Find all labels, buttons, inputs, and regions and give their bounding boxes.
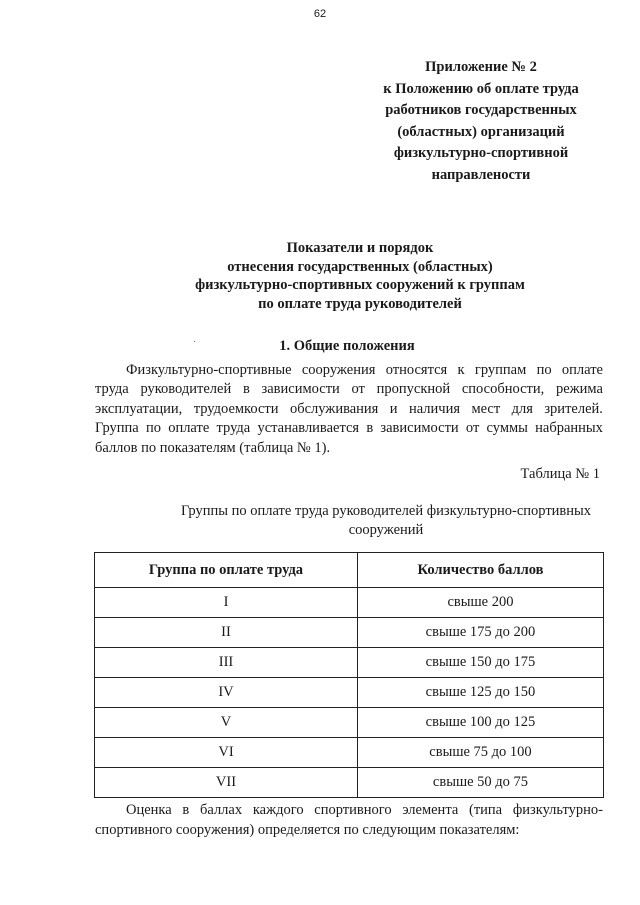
group-cell: V — [95, 708, 358, 738]
table-row — [95, 738, 604, 768]
word: каждого — [252, 802, 304, 818]
column-header-group: Группа по оплате труда — [95, 553, 358, 588]
title-line: физкультурно-спортивных сооружений к группам — [195, 277, 525, 294]
pay-groups-table — [94, 552, 604, 798]
paragraph-evaluation — [95, 800, 603, 840]
table-row — [95, 768, 604, 798]
group-cell: VI — [95, 738, 358, 768]
table-row — [95, 618, 604, 648]
caption-line: Группы по оплате труда руководителей физкультурно-спортивных — [180, 503, 592, 519]
paragraph-line — [95, 419, 603, 438]
word: относятся — [385, 362, 448, 378]
word: физкультурно- — [512, 802, 603, 818]
word: сооружения — [301, 362, 376, 378]
word: баллах — [200, 802, 243, 818]
table-row — [95, 708, 604, 738]
word: спортивного — [314, 802, 392, 818]
group-cell: IV — [95, 678, 358, 708]
group-cell: I — [95, 588, 358, 618]
annex-line: к Положению об оплате труда — [383, 80, 579, 97]
table-header-row — [95, 553, 604, 588]
word: в — [366, 420, 374, 437]
word: трудоемкости — [193, 400, 279, 417]
word: устанавливается — [257, 420, 360, 437]
title-line: Показатели и порядок — [286, 240, 434, 256]
annex-line: Приложение № 2 — [425, 59, 537, 75]
word: труда — [216, 420, 251, 437]
word: наличия — [408, 400, 461, 417]
title-line: по оплате труда руководителей — [258, 295, 462, 312]
word: режима — [555, 381, 603, 398]
table-row — [95, 648, 604, 678]
word: зависимости — [380, 420, 459, 437]
word: по — [145, 420, 161, 437]
group-cell: VII — [95, 768, 358, 798]
word: группам — [474, 362, 527, 378]
paragraph-line — [95, 361, 603, 380]
annex-line: работников государственных — [385, 102, 577, 118]
word: обслуживания — [289, 400, 379, 417]
word: оплате — [168, 420, 210, 437]
paragraph-line: баллов по показателям (таблица № 1). — [95, 439, 331, 456]
group-cell: II — [95, 618, 358, 648]
word: для — [511, 400, 533, 417]
table-row — [95, 678, 604, 708]
word: оплате — [561, 362, 603, 378]
points-cell: свыше 150 до 175 — [358, 648, 604, 678]
table-row — [95, 588, 604, 618]
annex-line: (областных) организаций — [397, 123, 565, 140]
points-cell: свыше 125 до 150 — [358, 678, 604, 708]
word: мест — [471, 400, 501, 417]
word: эксплуатации, — [95, 400, 183, 417]
points-cell: свыше 175 до 200 — [358, 618, 604, 648]
word: труда — [95, 381, 129, 398]
word: зрителей. — [544, 400, 603, 417]
paragraph-line — [95, 380, 603, 399]
annex-header — [340, 57, 622, 186]
word: (типа — [469, 802, 503, 818]
paragraph-line — [95, 400, 603, 419]
word: от — [351, 381, 365, 398]
word: набранных — [535, 420, 603, 437]
page-number: 62 — [313, 8, 327, 20]
scan-speck: · — [193, 336, 197, 347]
word: суммы — [486, 420, 528, 437]
word: и — [389, 400, 398, 417]
points-cell: свыше 200 — [358, 588, 604, 618]
points-cell: свыше 100 до 125 — [358, 708, 604, 738]
word: Группа — [95, 420, 139, 437]
word: способности, — [461, 381, 545, 398]
word: зависимости — [261, 381, 340, 398]
word: в — [182, 802, 190, 818]
section-heading: 1. Общие положения — [279, 338, 415, 354]
caption-line: сооружений — [348, 522, 424, 538]
word: элемента — [402, 802, 459, 818]
paragraph-line: спортивного сооружения) определяется по следующим показателям: — [95, 822, 520, 838]
table-caption — [110, 502, 640, 540]
word: в — [242, 381, 250, 398]
points-cell: свыше 75 до 100 — [358, 738, 604, 768]
paragraph-general-provisions — [95, 361, 603, 458]
points-cell: свыше 50 до 75 — [358, 768, 604, 798]
annex-line: физкультурно-спортивной — [393, 145, 569, 161]
document-title — [60, 239, 640, 313]
word: руководителей — [140, 381, 232, 398]
title-line: отнесения государственных (областных) — [227, 258, 493, 275]
table-label: Таблица № 1 — [520, 466, 600, 482]
annex-line: направлености — [431, 166, 531, 183]
group-cell: III — [95, 648, 358, 678]
word: по — [536, 362, 552, 378]
paragraph-line — [95, 800, 603, 820]
word: к — [457, 362, 465, 378]
word: от — [465, 420, 480, 437]
column-header-points: Количество баллов — [358, 553, 604, 588]
word: Оценка — [126, 802, 172, 818]
word: Физкультурно-спортивные — [126, 362, 292, 378]
word: пропускной — [376, 381, 451, 398]
